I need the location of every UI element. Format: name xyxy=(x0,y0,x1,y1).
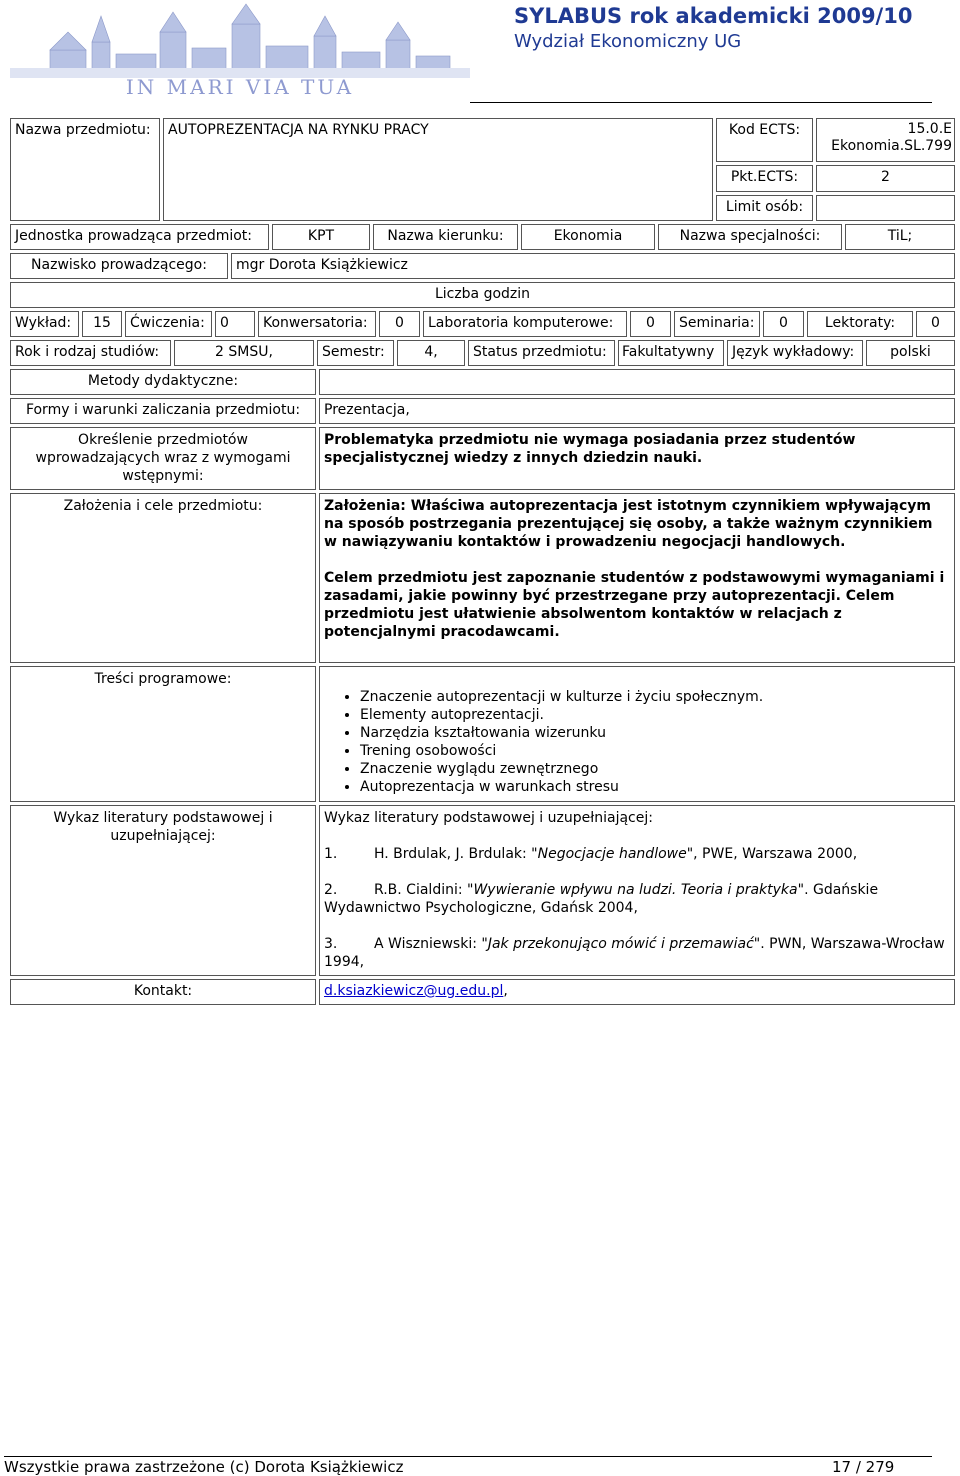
teacher-label: Nazwisko prowadzącego: xyxy=(10,253,228,279)
content-label: Treści programowe: xyxy=(10,666,316,802)
ects-code-label: Kod ECTS: xyxy=(716,118,813,162)
contact-label: Kontakt: xyxy=(10,979,316,1005)
status-label: Status przedmiotu: xyxy=(468,340,615,366)
literature-heading: Wykaz literatury podstawowej i uzupełniającej: xyxy=(324,810,653,826)
prerequisites-value: Problematyka przedmiotu nie wymaga posiadania przez studentów specjalistycznej wiedzy z innych dziedzin nauki. xyxy=(319,427,955,490)
exercises-value: 0 xyxy=(215,311,255,337)
literature-label: Wykaz literatury podstawowej i uzupełniającej: xyxy=(10,805,316,976)
unit-value: KPT xyxy=(272,224,370,250)
teacher-value: mgr Dorota Książkiewicz xyxy=(231,253,955,279)
status-value: Fakultatywny xyxy=(618,340,724,366)
contact-email-link[interactable]: d.ksiazkiewicz@ug.edu.pl xyxy=(324,983,504,999)
language-label: Język wykładowy: xyxy=(727,340,863,366)
forms-value: Prezentacja, xyxy=(319,398,955,424)
goals-label: Założenia i cele przedmiotu: xyxy=(10,493,316,663)
lecture-label: Wykład: xyxy=(10,311,79,337)
list-item: • Trening osobowości xyxy=(360,742,950,760)
specialty-label: Nazwa specjalności: xyxy=(658,224,842,250)
list-item: • Znaczenie wyglądu zewnętrznego xyxy=(360,760,950,778)
content-list xyxy=(324,688,950,796)
header-rule xyxy=(470,102,932,103)
field-value: Ekonomia xyxy=(521,224,655,250)
study-year-label: Rok i rodzaj studiów: xyxy=(10,340,171,366)
lab-value: 0 xyxy=(630,311,671,337)
goals-paragraph-1: Założenia: Właściwa autoprezentacja jest istotnym czynnikiem wpływającym na sposób postrzegania prezentującej się osoby, a także ważnym czynnikiem w nawiązywaniu kontaktów i prowadzeniu negocjacji handlowych. xyxy=(324,498,933,550)
limit-label: Limit osób: xyxy=(716,195,813,221)
list-item: • Elementy autoprezentacji. xyxy=(360,706,950,724)
goals-paragraph-2: Celem przedmiotu jest zapoznanie studentów z podstawowymi wymaganiami i zasadami, jakie powinny być przestrzegane przy autoprezentacji. Celem przedmiotu jest ułatwienie absolwentom kontaktów w relacjach z potencjalnymi pracodawcami. xyxy=(324,570,945,640)
course-name-label: Nazwa przedmiotu: xyxy=(10,118,160,221)
unit-label: Jednostka prowadząca przedmiot: xyxy=(10,224,269,250)
goals-value xyxy=(319,493,955,663)
faculty-name: Wydział Ekonomiczny UG xyxy=(514,31,742,52)
ects-code-value: 15.0.E Ekonomia.SL.799 xyxy=(816,118,955,162)
list-item: • Znaczenie autoprezentacji w kulturze i życiu społecznym. xyxy=(360,688,950,706)
lector-value: 0 xyxy=(916,311,955,337)
prerequisites-label: Określenie przedmiotów wprowadzających wraz z wymogami wstępnymi: xyxy=(10,427,316,490)
list-item: • Narzędzia kształtowania wizerunku xyxy=(360,724,950,742)
semester-label: Semestr: xyxy=(317,340,394,366)
lecture-value: 15 xyxy=(82,311,122,337)
content-value xyxy=(319,666,955,802)
footer-page-number: 17 / 279 xyxy=(832,1458,895,1476)
list-item: • Autoprezentacja w warunkach stresu xyxy=(360,778,950,796)
methods-value xyxy=(319,369,955,395)
seminar-value: 0 xyxy=(763,311,804,337)
ects-points-label: Pkt.ECTS: xyxy=(716,165,813,192)
conversation-label: Konwersatoria: xyxy=(258,311,376,337)
literature-item-3: 3. A Wiszniewski: "Jak przekonująco mówić i przemawiać". PWN, Warszawa-Wrocław 1994, xyxy=(324,936,945,970)
hours-title: Liczba godzin xyxy=(10,282,955,308)
lab-label: Laboratoria komputerowe: xyxy=(423,311,627,337)
field-label: Nazwa kierunku: xyxy=(373,224,518,250)
language-value: polski xyxy=(866,340,955,366)
literature-item-2: 2. R.B. Cialdini: "Wywieranie wpływu na ludzi. Teoria i praktyka". Gdańskie Wydawnictwo Psychologiczne, Gdańsk 2004, xyxy=(324,882,879,916)
page-title: SYLABUS rok akademicki 2009/10 xyxy=(514,4,913,28)
footer-copyright: Wszystkie prawa zastrzeżone (c) Dorota Książkiewicz xyxy=(4,1458,404,1476)
exercises-label: Ćwiczenia: xyxy=(125,311,212,337)
forms-label: Formy i warunki zaliczania przedmiotu: xyxy=(10,398,316,424)
svg-text:IN MARI VIA TUA: IN MARI VIA TUA xyxy=(125,75,355,98)
contact-value: d.ksiazkiewicz@ug.edu.pl, xyxy=(319,979,955,1005)
methods-label: Metody dydaktyczne: xyxy=(10,369,316,395)
literature-value xyxy=(319,805,955,976)
seminar-label: Seminaria: xyxy=(674,311,760,337)
semester-value: 4, xyxy=(397,340,465,366)
ects-points-value: 2 xyxy=(816,165,955,192)
literature-item-1: 1. H. Brdulak, J. Brdulak: "Negocjacje handlowe", PWE, Warszawa 2000, xyxy=(324,846,858,862)
course-name-value: AUTOPREZENTACJA NA RYNKU PRACY xyxy=(163,118,713,221)
footer-rule xyxy=(4,1456,932,1457)
university-logo xyxy=(10,2,470,98)
limit-value xyxy=(816,195,955,221)
lector-label: Lektoraty: xyxy=(807,311,913,337)
gdansk-skyline-icon xyxy=(10,2,470,98)
study-year-value: 2 SMSU, xyxy=(174,340,314,366)
conversation-value: 0 xyxy=(379,311,420,337)
specialty-value: TiL; xyxy=(845,224,955,250)
